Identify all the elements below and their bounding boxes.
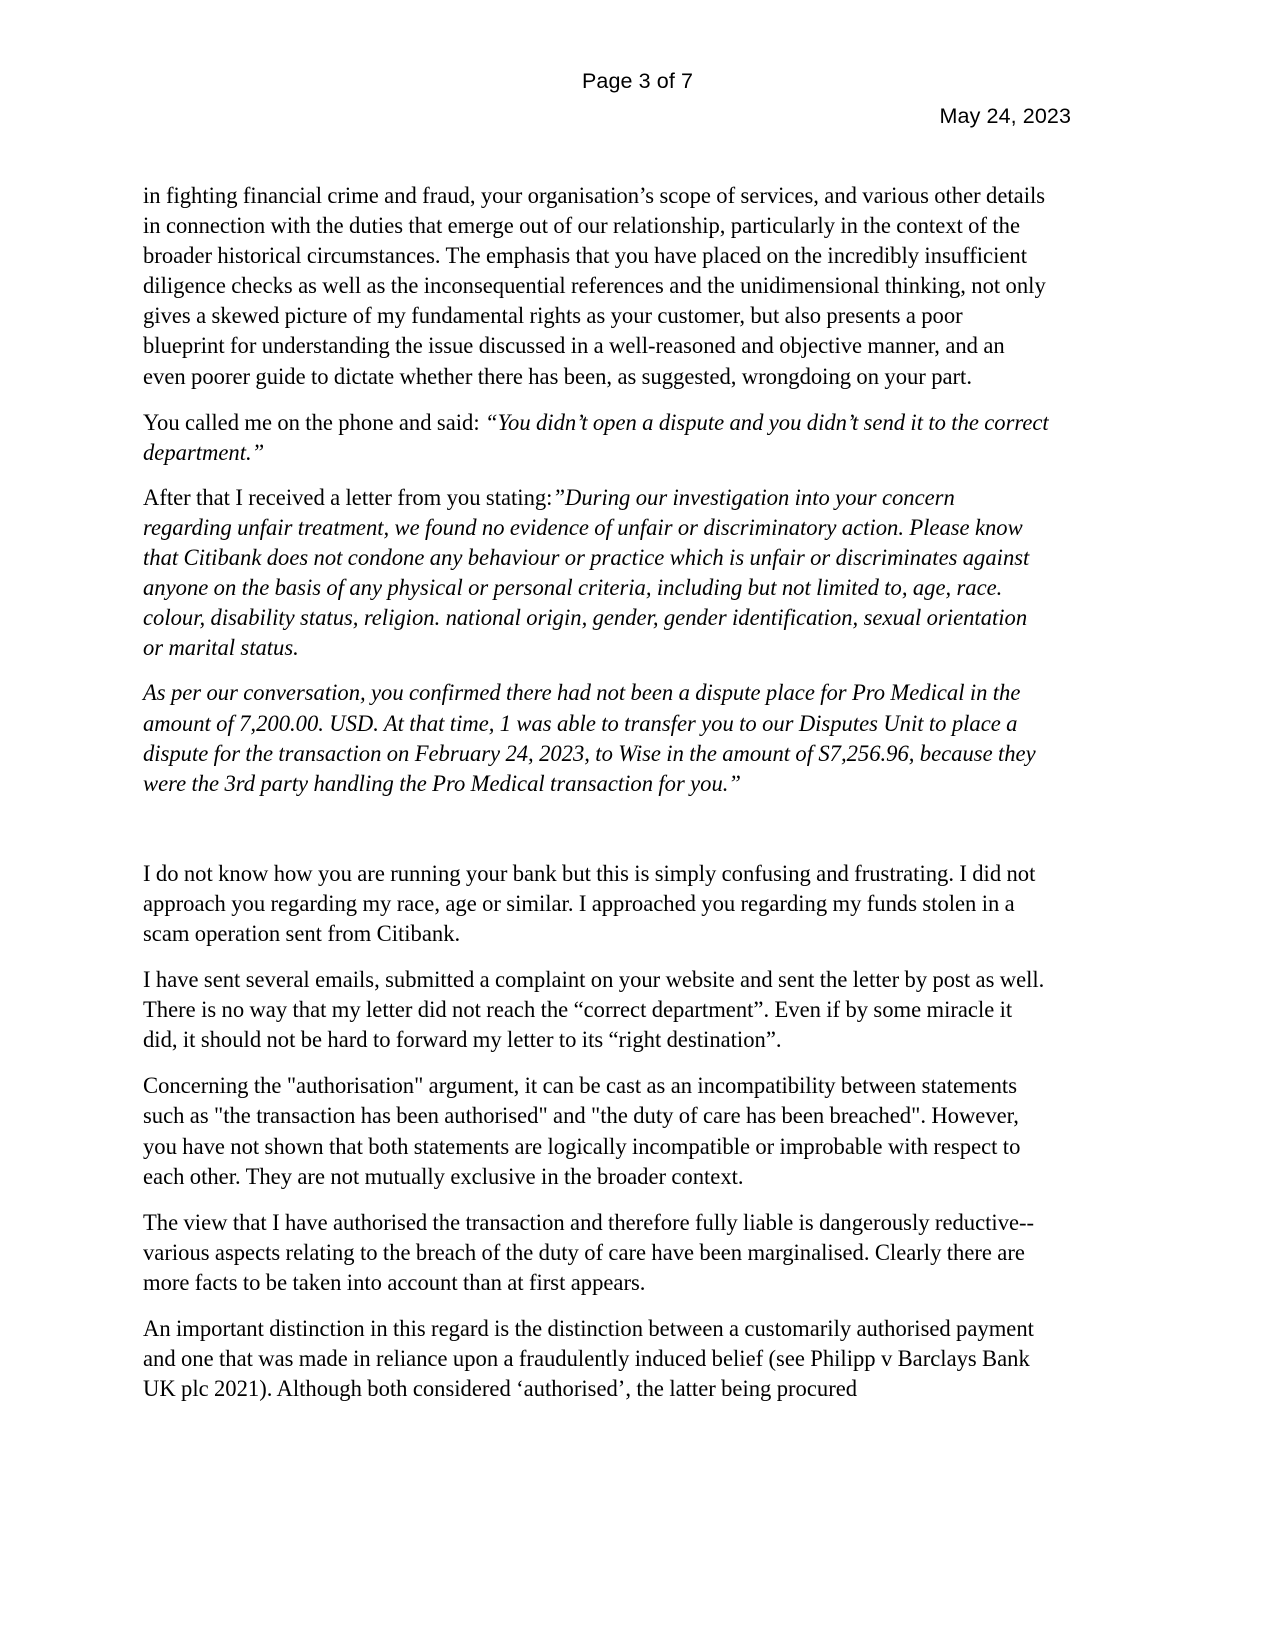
paragraph-phone-call	[143, 408, 1049, 468]
phone-call-quote: “You didn’t open a dispute and you didn’t send it to the correct department.”	[143, 409, 1049, 466]
letter-quote-lead: After that I received a letter from you stating:	[143, 484, 553, 511]
letter-quote-text: ”During our investigation into your concern regarding unfair treatment, we found no evidence of unfair or discriminatory action. Please know that Citibank does not condone any behaviour or practice which is unfair or discriminates against anyone on the basis of any physical or personal criteria, including but not limited to, age, race. colour, disability status, religion. national origin, gender, gender identification, sexual orientation or marital status.	[143, 484, 1030, 662]
paragraph-authorisation-argument: Concerning the "authorisation" argument, it can be cast as an incompatibility between statements such as "the transaction has been authorised" and "the duty of care has been breached". However, you have not shown that both statements are logically incompatible or improbable with respect to each other. They are not mutually exclusive in the broader context.	[143, 1073, 1021, 1190]
paragraph-emails-sent: I have sent several emails, submitted a complaint on your website and sent the letter by post as well. There is no way that my letter did not reach the “correct department”. Even if by some miracle it did, it should not be hard to forward my letter to its “right destination”.	[143, 967, 1045, 1054]
paragraph-confusing-frustrating: I do not know how you are running your bank but this is simply confusing and frustrating. I did not approach you regarding my race, age or similar. I approached you regarding my funds stolen in a scam operation sent from Citibank.	[143, 860, 1036, 947]
document-body	[143, 181, 1072, 1420]
phone-call-lead: You called me on the phone and said:	[143, 409, 485, 436]
paragraph-letter-quote	[143, 483, 1049, 664]
page-number-label: Page 3 of 7	[581, 69, 694, 93]
paragraph-conversation-quote: As per our conversation, you confirmed there had not been a dispute place for Pro Medical in the amount of 7,200.00. USD. At that time, 1 was able to transfer you to our Disputes Unit to place a dispute for the transaction on February 24, 2023, to Wise in the amount of S7,256.96, because they were the 3rd party handling the Pro Medical transaction for you.”	[143, 680, 1036, 797]
paragraph-important-distinction: An important distinction in this regard is the distinction between a customarily authorised payment and one that was made in reliance upon a fraudulently induced belief (see Philipp v Barclays Bank UK plc 2021). Although both considered ‘authorised’, the latter being procured	[143, 1316, 1034, 1403]
document-date-label: May 24, 2023	[939, 104, 1071, 128]
paragraph-continuation: in fighting financial crime and fraud, your organisation’s scope of services, and various other details in connection with the duties that emerge out of our relationship, particularly in the context of the broader historical circumstances. The emphasis that you have placed on the incredibly insufficient diligence checks as well as the inconsequential references and the unidimensional thinking, not only gives a skewed picture of my fundamental rights as your customer, but also presents a poor blueprint for understanding the issue discussed in a well-reasoned and objective manner, and an even poorer guide to dictate whether there has been, as suggested, wrongdoing on your part.	[143, 183, 1046, 390]
paragraph-reductive-view: The view that I have authorised the transaction and therefore fully liable is dangerously reductive--various aspects relating to the breach of the duty of care have been marginalised. Clearly there are more facts to be taken into account than at first appears.	[143, 1209, 1035, 1296]
